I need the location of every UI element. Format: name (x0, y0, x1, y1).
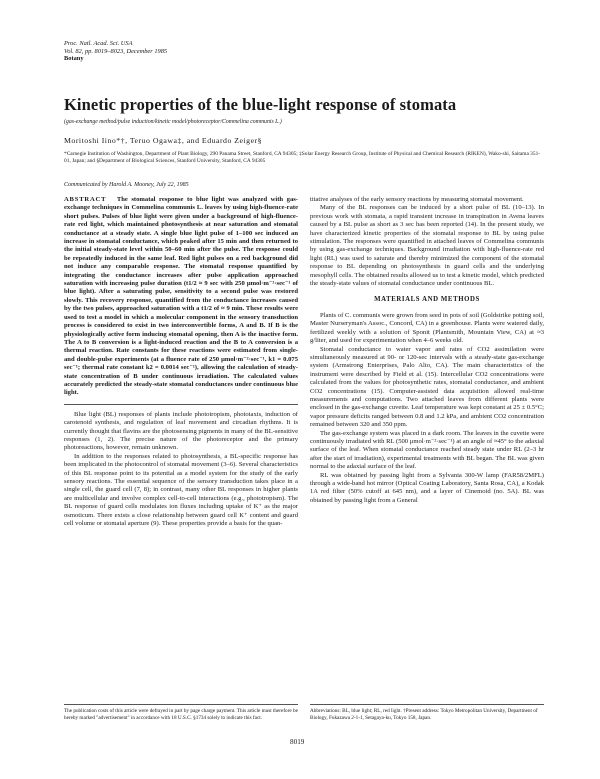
footnote-publication-costs: The publication costs of this article were defrayed in part by page charge payment. This article must therefore be hereby marked "advertisement" in accordance with 18 U.S.C. §1734 solely to indicate this fact. (64, 704, 298, 721)
body-paragraph: In addition to the responses related to photosynthesis, a BL-specific response has been implicated in the photocontrol of stomatal movement (3–6). Several characteristics of this BL response point to its potential as a model system for the study of the early sensory reactions. The essential sequence of the sensory transduction takes place in a single cell, the guard cell (7, 8); in contrast, many other BL responses in higher plants are multicellular and involve complex cell-to-cell interactions (e.g., phototropism). The BL response of guard cells modulates ion fluxes including uptake of K⁺ as the major osmoticum. There exists a close relationship between guard cell K⁺ content and guard cell volume or stomatal aperture (9). These properties provide a basis for the quan- (64, 452, 298, 528)
journal-header (64, 40, 167, 63)
right-column (310, 196, 544, 505)
footnote-abbreviations: Abbreviations: BL, blue light; RL, red light. †Present address: Tokyo Metropolitan University, Department of Biology, Fukazawa 2-1-1, Setagaya-ku, Tokyo 158, Japan. (310, 704, 544, 721)
journal-name: Proc. Natl. Acad. Sci. USA (64, 40, 133, 47)
abstract-text: The stomatal response to blue light was analyzed with gas-exchange techniques in Commelina communis L. leaves by using high-fluence-rate short pulses. Pulses of blue light were given under a background of high-fluence-rate red light, which maintained photosynthesis at near saturation and stomatal conductance at a steady state. A single blue light pulse of 1–100 sec induced an increase in stomatal conductance, which peaked after 15 min and then returned to the initial steady-state level within 50–60 min after the pulse. The response could be repeatedly induced in the same leaf. Red light pulses on a red background did not induce any comparable response. The stomatal response quantified by integrating the conductance increases after pulse application approached saturation with increasing pulse duration (t1/2 ≈ 9 sec with 250 μmol·m⁻²·sec⁻¹ of blue light). After a saturating pulse, sensitivity to a second pulse was restored slowly. This recovery response, quantified from the conductance increases caused by the two pulses, approached saturation with a t1/2 of ≈ 9 min. These results were used to test a model in which a molecular component in the sensory transduction process is considered to exist in two interconvertible forms, A and B. If B is the physiologically active form inducing stomatal opening, then A is the inactive form. The A to B conversion is a light-induced reaction and the B to A conversion is a thermal reaction. Rate constants for these reactions were estimated from single- and double-pulse experiments (at a fluence rate of 250 μmol·m⁻²·sec⁻¹, k1 = 0.075 sec⁻¹; thermal rate constant k2 = 0.0014 sec⁻¹), allowing the calculation of steady-state concentration of B under continuous irradiation. The calculated values accurately predicted the steady-state stomatal conductances under continuous blue light. (64, 196, 298, 397)
affiliations: *Carnegie Institution of Washington, Department of Plant Biology, 290 Panama Street, Stanford, CA 94305; ‡Solar Energy Research Group, Institute of Physical and Chemical Research (RIKEN), Wako-shi, Saitama 351-01, Japan; and §Department of Biological Sciences, Stanford University, Stanford, CA 94305 (64, 151, 541, 164)
body-paragraph: titative analyses of the early sensory reactions by measuring stomatal movement. (310, 196, 524, 203)
body-paragraph: Plants of C. communis were grown from seed in pots of soil (Goldstrike potting soil, Master Nurseryman's Assoc., Concord, CA) in a greenhouse. Plants were watered daily, fertilized weekly with a solution of Sponit (Plantsmith, Mountain View, CA) at ≈3 g/liter, and used for experimentation when 4–6 weeks old. (310, 311, 544, 345)
section-heading-methods: MATERIALS AND METHODS (374, 296, 480, 304)
abstract (64, 196, 298, 398)
authors: Moritoshi Iino*†, Teruo Ogawa‡, and Eduardo Zeiger§ (64, 136, 263, 145)
body-paragraph: RL was obtained by passing light from a Sylvania 300-W lamp (FAR58/2MFL) through a wide-band hot mirror (Optical Coating Laboratory, Santa Rosa, CA), a Kodak 1A red filter (50% cutoff at 645 nm), and a layer of Cinemoid (no. 5A). BL was obtained by passing light from a General (310, 471, 544, 504)
body-paragraph: Stomatal conductance to water vapor and rates of CO2 assimilation were simultaneously measured at 90- or 120-sec intervals with a steady-state gas-exchange system (Armstrong Enterprises, Palo Alto, CA). The main characteristics of the instrument were described by Field et al. (15). Intercellular CO2 concentrations were calculated from the values for photosynthetic rates, stomatal conductance, and ambient CO2 concentrations (15). Computer-assisted data acquisition allowed real-time measurements and computations. Two attached leaves from different plants were enclosed in the gas-exchange cuvette. Leaf temperature was kept constant at 25 ± 0.5°C; vapor pressure deficits ranged between 0.8 and 1.2 kPa, and ambient CO2 concentration remained between 320 and 350 ppm. (310, 345, 544, 429)
abstract-lead: ABSTRACT (64, 196, 107, 203)
page-number: 8019 (290, 738, 305, 746)
journal-section: Botany (64, 55, 84, 63)
abstract-block (64, 196, 298, 405)
paper-title: Kinetic properties of the blue-light response of stomata (64, 95, 457, 114)
body-paragraph: Blue light (BL) responses of plants include phototropism, phototaxis, induction of carotenoid synthesis, and regulation of leaf movement and circadian rhythms. It is currently thought that flavins are the photosensing pigments in many of the BL-sensitive responses (1, 2). The precise nature of the photoreceptor and the primary photoreactions, however, remain unknown. (64, 410, 298, 452)
journal-volume: Vol. 82, pp. 8019–8023, December 1985 (64, 47, 168, 55)
body-paragraph: Many of the BL responses can be induced by a short pulse of BL (10–13). In previous work with stomata, a rapid transient increase in transpiration in Avena leaves caused by a BL pulse as short as 3 sec has been reported (14). In the present study, we have characterized kinetic properties of the stomatal response to BL by using pulse stimulation. The responses were quantified in attached leaves of Commelina communis by using gas-exchange techniques. Background irradiation with high-fluence-rate red light (RL) was used to saturate and thereby minimized the component of the stomatal response to BL depending on photosynthesis in guard cells and the underlying mesophyll cells. The obtained results allowed us to test a kinetic model, which predicted the steady-state values of stomatal conductance under continuous BL. (310, 204, 544, 288)
communicated-by: Communicated by Harold A. Mooney, July 22, 1985 (64, 182, 189, 188)
body-paragraph: The gas-exchange system was placed in a dark room. The leaves in the cuvette were continuously irradiated with RL (500 μmol·m⁻²·sec⁻¹) at an angle of ≈45° to the adaxial surface of the leaf. When stomatal conductance reached steady state under RL (2–3 hr after the start of irradiation), experimental treatments with BL began. The BL was given normal to the adaxial surface of the leaf. (310, 429, 544, 471)
keywords: (gas-exchange method/pulse induction/kinetic model/photoreceptor/Commelina communis L.) (64, 119, 282, 125)
left-column (64, 196, 298, 528)
